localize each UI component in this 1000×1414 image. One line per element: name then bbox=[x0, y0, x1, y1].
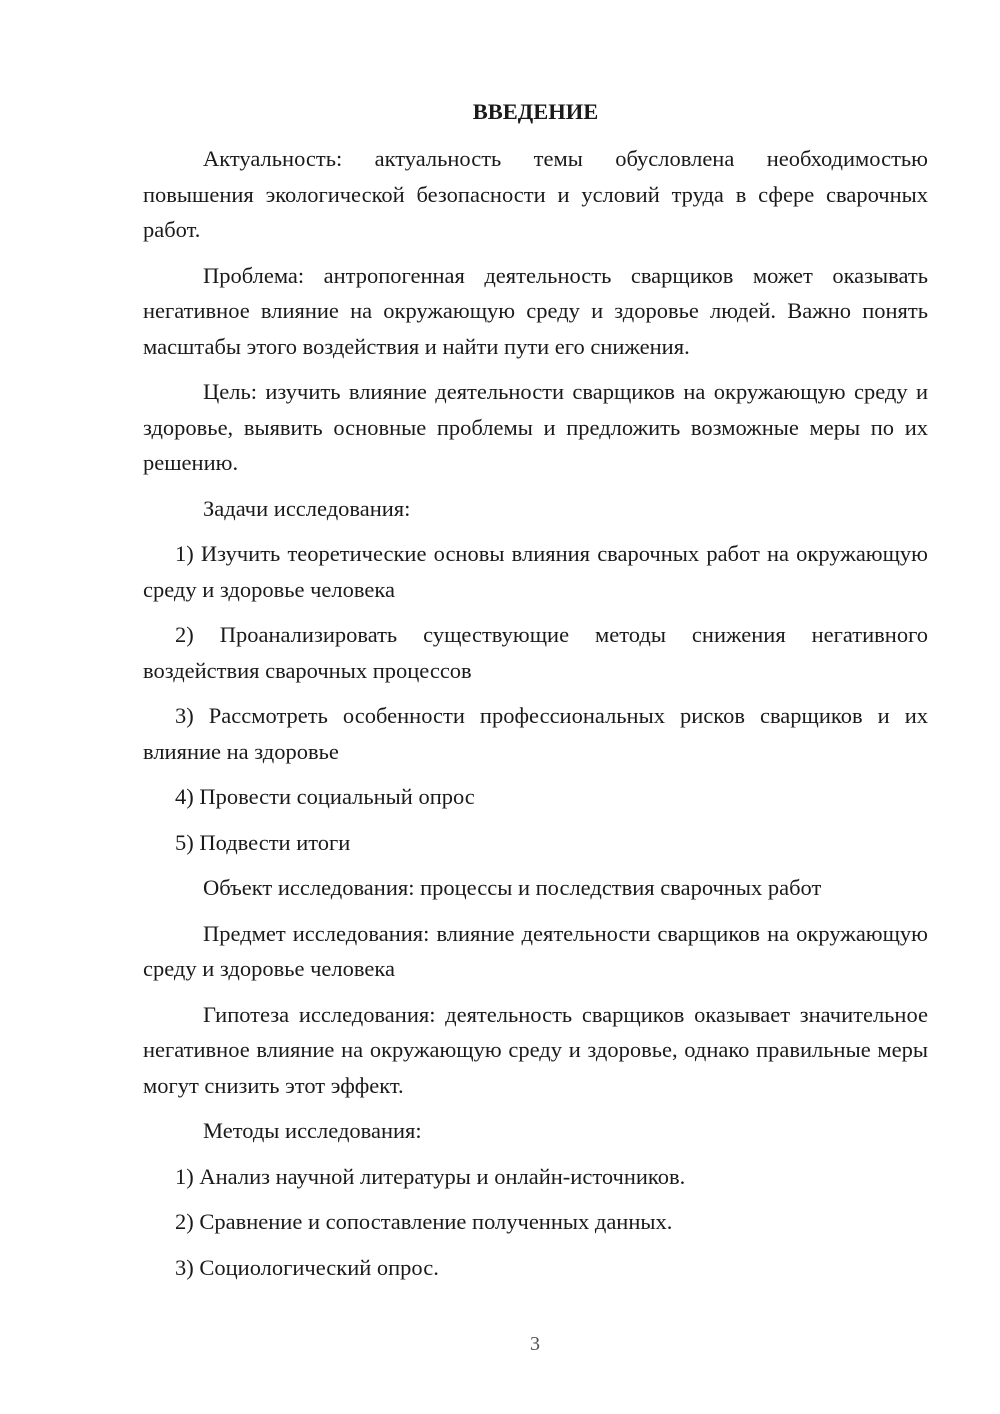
paragraph-hypothesis: Гипотеза исследования: деятельность сварщиков оказывает значительное негативное влияние на окружающую среду и здоровье, однако правильные меры могут снизить этот эффект. bbox=[143, 1001, 928, 1098]
paragraph-subject: Предмет исследования: влияние деятельности сварщиков на окружающую среду и здоровье человека bbox=[143, 920, 928, 981]
task-item-2: 2) Проанализировать существующие методы снижения негативного воздействия сварочных процессов bbox=[143, 622, 928, 683]
section-title: ВВЕДЕНИЕ bbox=[472, 99, 599, 124]
method-item-2: 2) Сравнение и сопоставление полученных данных. bbox=[175, 1209, 673, 1234]
task-item-4: 4) Провести социальный опрос bbox=[175, 784, 475, 809]
task-item-3: 3) Рассмотреть особенности профессиональных рисков сварщиков и их влияние на здоровье bbox=[143, 703, 928, 764]
page-number: 3 bbox=[530, 1333, 540, 1355]
task-item-1: 1) Изучить теоретические основы влияния сварочных работ на окружающую среду и здоровье человека bbox=[143, 541, 928, 602]
method-item-3: 3) Социологический опрос. bbox=[175, 1254, 439, 1280]
paragraph-relevance: Актуальность: актуальность темы обусловлена необходимостью повышения экологической безопасности и условий труда в сфере сварочных работ. bbox=[143, 146, 928, 242]
document-body bbox=[143, 141, 928, 1295]
methods-heading: Методы исследования: bbox=[203, 1118, 422, 1143]
paragraph-object: Объект исследования: процессы и последствия сварочных работ bbox=[203, 875, 822, 900]
task-item-5: 5) Подвести итоги bbox=[175, 829, 351, 855]
paragraph-problem: Проблема: антропогенная деятельность сварщиков может оказывать негативное влияние на окружающую среду и здоровье людей. Важно понять масштабы этого воздействия и найти пути его снижения. bbox=[143, 262, 928, 359]
method-item-1: 1) Анализ научной литературы и онлайн-источников. bbox=[175, 1163, 686, 1189]
tasks-heading: Задачи исследования: bbox=[203, 495, 411, 521]
paragraph-goal: Цель: изучить влияние деятельности сварщиков на окружающую среду и здоровье, выявить основные проблемы и предложить возможные меры по их решению. bbox=[143, 379, 928, 475]
